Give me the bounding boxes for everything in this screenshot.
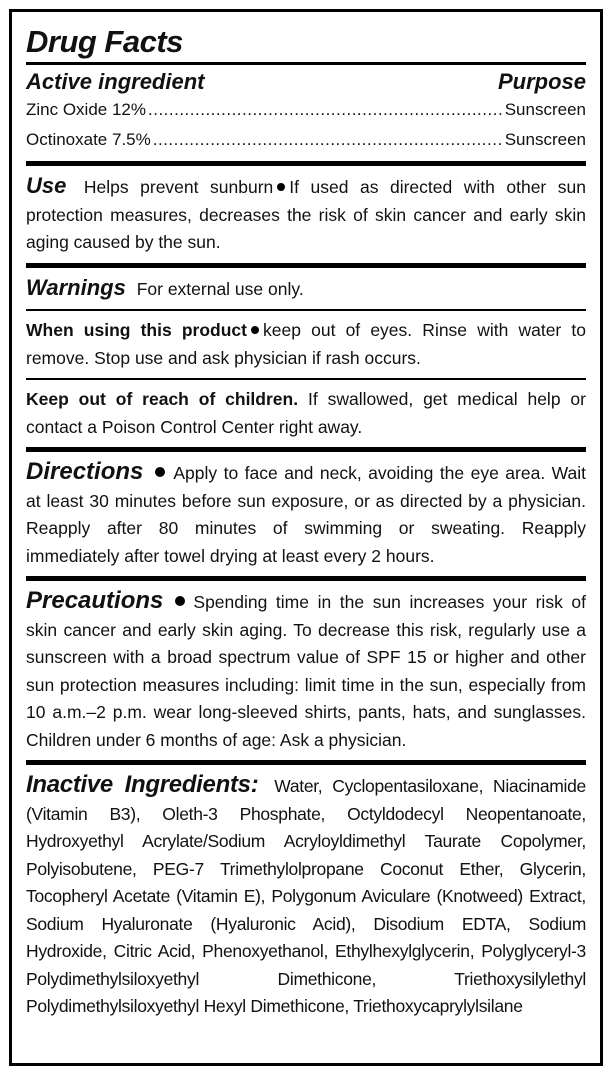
warnings-text: For external use only. <box>136 278 304 299</box>
drug-facts-title: Drug Facts <box>26 12 586 65</box>
bullet-icon <box>155 467 165 477</box>
when-using-label: When using this product <box>26 320 247 340</box>
ingredient-purpose: Sunscreen <box>504 100 586 119</box>
directions-text: Apply to face and neck, avoiding the eye area. Wait at least 30 minutes before sun exposure, or as directed by a physician. Reapply after 80 minutes of swimming or sweating. Reapply immediately after towel drying at least every 2 hours. <box>26 463 586 566</box>
use-text-2: If used as directed with other sun protection measures, decreases the risk of skin cancer and early skin aging caused by the sun. <box>26 177 586 252</box>
inactive-text-block <box>26 771 586 1021</box>
ingredient-purpose: Sunscreen <box>504 130 586 149</box>
keep-out-label: Keep out of reach of children. <box>26 389 299 409</box>
directions-section <box>26 452 586 581</box>
inactive-text: Water, Cyclopentasiloxane, Niacinamide (Vitamin B3), Oleth-3 Phosphate, Octyldodecyl Neopentanoate, Hydroxyethyl Acrylate/Sodium Acryloyldimethyl Taurate Copolymer, Polyisobutene, PEG-7 Trimethylolpropane Coconut Ether, Glycerin, Tocopheryl Acetate (Vitamin E), Polygonum Aviculare (Knotweed) Extract, Sodium Hyaluronate (Hyaluronic Acid), Disodium EDTA, Sodium Hydroxide, Citric Acid, Phenoxyethanol, Ethylhexylglycerin, Polyglyceryl-3 Polydimethylsiloxyethyl Dimethicone, Triethoxysilylethyl Polydimethylsiloxyethyl Hexyl Dimethicone, Triethoxycaprylylsilane <box>26 776 586 1016</box>
use-text-1: Helps prevent sunburn <box>83 177 274 197</box>
precautions-heading: Precautions <box>26 587 164 614</box>
warnings-section <box>26 268 586 453</box>
purpose-heading: Purpose <box>497 69 586 94</box>
precautions-text: Spending time in the sun increases your risk of skin cancer and early skin aging. To decrease this risk, regularly use a sunscreen with a broad spectrum value of SPF 15 or higher and other sun protection measures including: limit time in the sun, especially from 10 a.m.–2 p.m. wear long-sleeved shirts, pants, hats, and sunglasses. Children under 6 months of age: Ask a physician. <box>26 592 586 750</box>
when-using-text: keep out of eyes. Rinse with water to remove. Stop use and ask physician if rash occurs. <box>26 320 587 368</box>
active-ingredient-header-row <box>26 69 586 95</box>
ingredient-row <box>26 125 586 155</box>
dot-leader <box>153 125 503 155</box>
precautions-text-block <box>26 587 586 754</box>
directions-heading: Directions <box>26 458 144 485</box>
warnings-intro <box>26 268 586 312</box>
warnings-intro-text <box>26 274 586 304</box>
ingredient-name: Octinoxate 7.5% <box>26 130 151 149</box>
precautions-section <box>26 581 586 765</box>
use-section <box>26 166 586 268</box>
inactive-heading: Inactive Ingredients: <box>26 771 259 798</box>
directions-text-block <box>26 458 586 570</box>
when-using-block <box>26 311 586 380</box>
use-heading: Use <box>26 173 67 198</box>
active-ingredient-section <box>26 65 586 166</box>
ingredient-row <box>26 95 586 125</box>
when-using-text-block <box>26 317 586 372</box>
dot-leader <box>148 95 503 125</box>
bullet-icon <box>251 326 259 334</box>
keep-out-text: If swallowed, get medical help or contact a Poison Control Center right away. <box>26 389 586 437</box>
inactive-ingredients-section <box>26 765 586 1027</box>
use-text-block <box>26 172 586 257</box>
ingredient-name: Zinc Oxide 12% <box>26 100 146 119</box>
drug-facts-label <box>9 9 603 1066</box>
keep-out-text-block <box>26 386 586 441</box>
bullet-icon <box>175 596 185 606</box>
bullet-icon <box>277 183 285 191</box>
active-ingredient-heading: Active ingredient <box>26 69 205 94</box>
warnings-heading: Warnings <box>26 274 126 300</box>
keep-out-block <box>26 380 586 447</box>
